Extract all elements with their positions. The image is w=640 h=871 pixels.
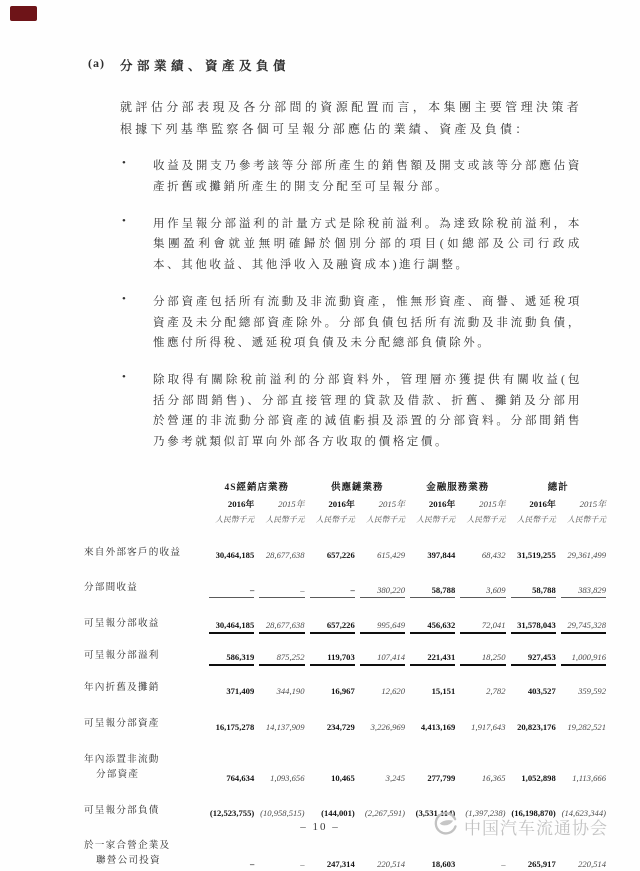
row-label-line: 可呈報分部收益 — [84, 618, 160, 630]
bullet-paragraph: 除取得有關除稅前溢利的分部資料外，管理層亦獲提供有關收益(包括分部間銷售)、分部直接管理的貸款及借款、折舊、攤銷及分部用於營運的非流動分部資產的減值虧損及添置的分部資料。分部間銷售乃參考就類似訂單向外部各方收取的價格定價。 — [153, 373, 582, 448]
table-cell: 615,429 — [377, 550, 405, 561]
table-cell: 30,464,185 — [215, 550, 255, 561]
table-row — [84, 617, 606, 634]
table-row — [84, 581, 606, 598]
bullet-icon: • — [122, 214, 126, 227]
table-year-header-row — [84, 497, 606, 512]
table-cell: 277,799 — [427, 772, 456, 783]
list-item — [122, 156, 582, 197]
row-label-line: 分部間收益 — [84, 582, 138, 594]
table-cell: (144,001) — [321, 808, 355, 819]
table-cell: 383,829 — [561, 585, 606, 598]
table-cell: – — [310, 585, 355, 598]
year-header: 2016年 — [428, 498, 456, 509]
table-cell: (14,623,344) — [561, 808, 606, 819]
table-cell: 68,432 — [481, 550, 506, 561]
bullet-paragraph: 收益及開支乃參考該等分部所產生的銷售額及開支或該等分部應佔資產折舊或攤銷所產生的開支分配至可呈報分部。 — [153, 160, 582, 194]
table-cell: 16,365 — [481, 772, 506, 783]
row-label — [84, 649, 204, 666]
row-label-line: 來自外部客戶的收益 — [84, 546, 182, 558]
table-cell: 657,226 — [326, 550, 355, 561]
section-letter: (a) — [88, 56, 105, 70]
table-cell: – — [300, 859, 305, 870]
table-cell: 3,226,969 — [370, 721, 405, 732]
table-cell: 586,319 — [209, 652, 254, 666]
table-cell: 19,282,521 — [567, 721, 606, 732]
row-label — [84, 617, 204, 634]
row-label-line: 聯營公司投資 — [96, 855, 161, 867]
table-cell: – — [259, 585, 304, 598]
section-title: 分部業績、資產及負債 — [120, 59, 291, 73]
table-cell: 29,361,499 — [567, 550, 606, 561]
table-cell: 1,093,656 — [270, 772, 305, 783]
table-cell: – — [209, 585, 254, 598]
table-unit-header-row — [84, 514, 606, 527]
bullet-icon: • — [122, 292, 126, 305]
row-label-line: 可呈報分部資產 — [84, 717, 160, 729]
year-header: 2016年 — [328, 498, 355, 509]
year-header: 2015年 — [378, 498, 405, 509]
table-cell: 221,431 — [410, 652, 455, 666]
table-cell: 12,620 — [381, 685, 405, 696]
row-label-line: 於一家合營企業及 — [84, 840, 171, 852]
table-cell: 1,000,916 — [561, 652, 606, 666]
table-cell: 29,745,328 — [561, 620, 606, 634]
year-header: 2015年 — [479, 498, 506, 509]
table-cell: – — [249, 859, 255, 870]
column-group-header: 總計 — [547, 482, 569, 493]
table-cell: 30,464,185 — [209, 620, 254, 634]
row-label-line: 年內折舊及攤銷 — [84, 682, 160, 694]
column-group-header: 金融服務業務 — [426, 482, 490, 493]
table-cell: (3,531,114) — [415, 808, 456, 819]
table-cell: 1,052,898 — [521, 772, 556, 783]
unit-header: 人民幣千元 — [516, 514, 556, 524]
cada-logo-icon — [433, 811, 458, 841]
table-cell: 657,226 — [310, 620, 355, 634]
row-label — [84, 839, 204, 871]
bullet-icon: • — [122, 157, 126, 170]
unit-header: 人民幣千元 — [366, 514, 405, 524]
unit-header: 人民幣千元 — [215, 514, 255, 524]
table-cell: 403,527 — [527, 685, 556, 696]
table-cell: 18,250 — [460, 652, 505, 666]
table-cell: 119,703 — [310, 652, 355, 666]
table-cell: 247,314 — [326, 859, 355, 870]
row-label-line: 分部資產 — [96, 768, 140, 780]
table-cell: 265,917 — [527, 859, 556, 870]
row-label — [84, 753, 204, 785]
table-cell: 344,190 — [276, 685, 305, 696]
table-cell: 16,175,278 — [215, 721, 255, 732]
unit-header: 人民幣千元 — [416, 514, 456, 524]
table-row — [84, 649, 606, 666]
table-cell: 220,514 — [578, 859, 606, 870]
table-cell: (16,198,870) — [511, 808, 556, 819]
table-cell: 764,634 — [226, 772, 255, 783]
table-cell: 456,632 — [410, 620, 455, 634]
list-item — [122, 214, 582, 276]
document-page — [0, 56, 640, 871]
row-label-line: 年內添置非流動 — [84, 753, 160, 765]
table-cell: 20,823,176 — [517, 721, 556, 732]
list-item — [122, 292, 582, 354]
table-cell: 380,220 — [360, 585, 405, 598]
table-cell: 371,409 — [226, 685, 255, 696]
watermark-text: 中国汽车流通协会 — [464, 818, 608, 838]
table-cell: 72,041 — [460, 620, 505, 634]
table-cell: 58,788 — [511, 585, 556, 598]
row-label-line: 可呈報分部負債 — [84, 804, 160, 816]
table-cell: 2,782 — [486, 685, 506, 696]
unit-header: 人民幣千元 — [567, 514, 606, 524]
watermark — [433, 811, 608, 841]
row-label — [84, 546, 204, 563]
year-header: 2015年 — [278, 498, 305, 509]
bullet-paragraph: 分部資產包括所有流動及非流動資產，惟無形資產、商譽、遞延稅項資產及未分配總部資產除外。分部負債包括所有流動及非流動負債，惟應付所得稅、遞延稅項負債及未分配總部負債除外。 — [153, 295, 582, 350]
table-row — [84, 546, 606, 563]
bullet-paragraph: 用作呈報分部溢利的計量方式是除稅前溢利。為達致除稅前溢利，本集團盈利會就並無明確歸於個別分部的項目(如總部及公司行政成本、其他收益、其他淨收入及融資成本)進行調整。 — [153, 217, 582, 272]
row-label — [84, 681, 204, 698]
row-label — [84, 581, 204, 598]
table-cell: 31,519,255 — [517, 550, 556, 561]
year-header: 2015年 — [579, 498, 606, 509]
bullet-list — [0, 156, 640, 452]
table-cell: 234,729 — [326, 721, 355, 732]
table-cell: 15,151 — [431, 685, 456, 696]
table-cell: 58,788 — [410, 585, 455, 598]
table-row — [84, 717, 606, 734]
unit-header: 人民幣千元 — [265, 514, 305, 524]
intro-paragraph: 就評估分部表現及各分部間的資源配置而言，本集團主要管理決策者根據下列基準監察各個可呈報分部應佔的業績、資產及負債： — [120, 100, 582, 137]
table-cell: (10,958,515) — [260, 808, 305, 819]
list-item — [122, 370, 582, 453]
bullet-icon: • — [122, 370, 126, 383]
table-cell: 14,137,909 — [265, 721, 305, 732]
row-label — [84, 717, 204, 734]
unit-header: 人民幣千元 — [466, 514, 506, 524]
table-cell: 28,677,638 — [265, 550, 305, 561]
column-group-header: 供應鏈業務 — [330, 482, 384, 493]
table-row — [84, 681, 606, 698]
table-cell: 16,967 — [331, 685, 355, 696]
table-cell: 1,917,643 — [471, 721, 506, 732]
table-cell: (2,267,591) — [364, 808, 405, 819]
page-number: – 10 – — [300, 821, 340, 833]
table-cell: 4,413,169 — [420, 721, 456, 732]
year-header: 2016年 — [529, 498, 556, 509]
table-cell: 107,414 — [360, 652, 405, 666]
red-badge-icon — [10, 6, 37, 21]
table-cell: 18,603 — [431, 859, 456, 870]
table-cell: 875,252 — [259, 652, 304, 666]
table-group-header-row — [84, 479, 606, 493]
table-cell: 927,453 — [511, 652, 556, 666]
row-label-line: 可呈報分部溢利 — [84, 650, 160, 662]
table-cell: 10,465 — [331, 772, 355, 783]
table-cell: 397,844 — [427, 550, 456, 561]
year-header: 2016年 — [227, 498, 255, 509]
table-cell: 359,592 — [578, 685, 606, 696]
table-cell: 31,578,043 — [511, 620, 556, 634]
table-row — [84, 839, 606, 871]
table-cell: 28,677,638 — [259, 620, 304, 634]
table-cell: (1,397,238) — [465, 808, 506, 819]
table-cell: 3,245 — [385, 772, 405, 783]
table-cell: 995,649 — [360, 620, 405, 634]
table-row — [84, 753, 606, 785]
table-cell: 1,113,666 — [572, 772, 606, 783]
table-cell: (12,523,755) — [209, 808, 255, 819]
table-cell: 3,609 — [460, 585, 505, 598]
section-heading — [88, 56, 640, 74]
table-cell: – — [501, 859, 506, 870]
unit-header: 人民幣千元 — [315, 514, 355, 524]
page-footer — [0, 809, 640, 843]
table-cell: 220,514 — [377, 859, 405, 870]
column-group-header: 4S經銷店業務 — [224, 482, 290, 493]
